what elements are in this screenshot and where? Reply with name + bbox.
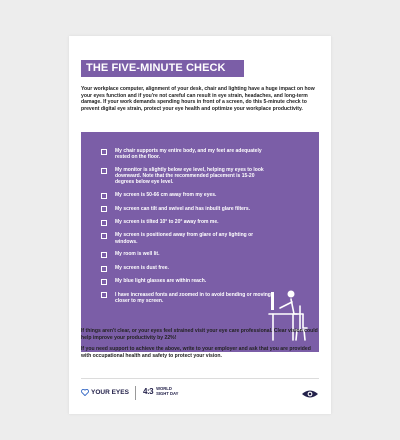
checklist-item[interactable] [101,265,273,272]
checklist-item-text: My screen can tilt and swivel and has inbuilt glare filters. [115,205,251,212]
intro-paragraph: Your workplace computer, alignment of your desk, chair and lighting have a huge impact on how your eyes function and if you're not careful can result in eye strain, headaches, and long-term damage. If your work demands spending hours in front of a screen, do this 5-minute check to prevent digital eye strain, protect your eye health and optimize your workplace productivity. [81,86,315,112]
wsd-mark: 4:3 [143,387,154,397]
outro-section [81,328,321,364]
checklist-item-text: My blue light glasses are within reach. [115,278,207,285]
checklist-item-text: My monitor is slightly below eye level, helping my eyes to look downward. Note that the recommended placement is 15-20 degrees below eye level. [115,167,264,186]
checklist-item[interactable] [101,292,273,304]
eye-icon [301,389,319,399]
checklist-item-text: My screen is positioned away from glare of any lighting or windows. [115,232,254,245]
checkbox-icon[interactable] [101,252,107,258]
checklist [101,148,273,311]
checkbox-icon[interactable] [101,220,107,226]
checklist-item[interactable] [101,148,273,160]
checklist-item[interactable] [101,251,273,258]
heart-icon [81,389,89,396]
checklist-item[interactable] [101,192,273,199]
outro-paragraph: If you need support to achieve the above, write to your employer and ask that you are provided with occupational health and safety to protect your vision. [81,346,311,359]
checklist-item-text: My room is well lit. [115,251,160,258]
checklist-item[interactable] [101,278,273,285]
checkbox-icon[interactable] [101,206,107,212]
checklist-item[interactable] [101,232,273,244]
footer-divider [81,378,319,379]
checklist-item-text: My screen is tilted 10° to 20° away from me. [115,218,219,225]
world-sight-day-logo [143,387,178,396]
document-page [69,36,331,414]
wsd-line-1: WORLD [156,386,172,391]
checkbox-icon[interactable] [101,292,107,298]
checklist-item[interactable] [101,206,273,213]
checkbox-icon[interactable] [101,149,107,155]
page-title: THE FIVE-MINUTE CHECK [81,60,244,77]
checkbox-icon[interactable] [101,279,107,285]
checkbox-icon[interactable] [101,233,107,239]
wsd-line-2: SIGHT DAY [156,390,179,396]
checkbox-icon[interactable] [101,193,107,199]
checklist-item[interactable] [101,167,273,186]
checkbox-icon[interactable] [101,266,107,272]
checklist-item-text: My screen is dust free. [115,264,169,271]
outro-paragraph: If things aren't clear, or your eyes feel strained visit your eye care professional. Clear vision could help improve your productivity by 22%! [81,328,318,341]
checklist-item[interactable] [101,219,273,226]
checklist-item-text: My chair supports my entire body, and my feet are adequately rested on the floor. [115,148,262,161]
footer-separator [135,386,136,400]
checklist-item-text: I have increased fonts and zoomed in to avoid bending or moving closer to my screen. [115,291,271,304]
checklist-item-text: My screen is 50-66 cm away from my eyes. [115,192,217,199]
checklist-panel [81,132,319,352]
your-eyes-logo [81,389,129,396]
brand-name: YOUR EYES [91,389,129,396]
checkbox-icon[interactable] [101,168,107,174]
wsd-text [156,387,178,396]
